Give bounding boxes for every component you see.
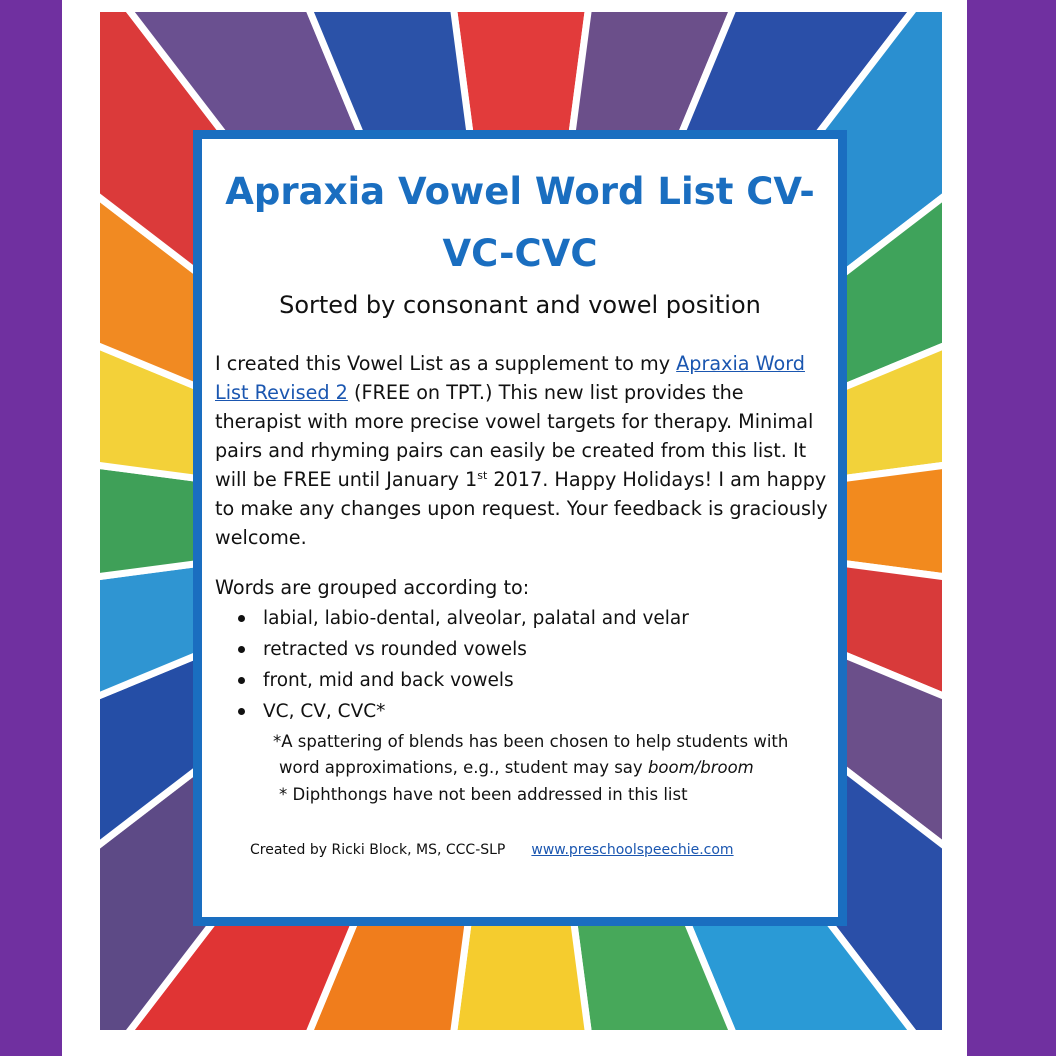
author-credit: Created by Ricki Block, MS, CCC-SLP [250,842,506,858]
grouping-section [215,573,828,808]
list-item [215,634,828,665]
bullet-icon [238,646,245,653]
bullet-icon [238,708,245,715]
credit-line [250,842,734,858]
intro-text-end: 2017. Happy Holidays! I am happy to make any changes upon request. Your feedback is graciously welcome. [215,468,828,549]
blends-note-text: *A spattering of blends has been chosen to help students with word approximations, e.g., student may say [273,732,789,777]
date-superscript: st [477,469,488,482]
list-item [215,696,828,727]
list-item [215,603,828,634]
groups-intro: Words are grouped according to: [215,576,530,599]
bullet-icon [238,677,245,684]
document-title: Apraxia Vowel Word List CV-VC-CVC [225,170,815,275]
list-item-text: VC, CV, CVC* [263,701,386,722]
intro-text-middle: (FREE on TPT.) This new list provides the therapist with more precise vowel targets for therapy. Minimal pairs and rhyming pairs can easily be created from this list. It will be FREE until January 1 [215,381,814,491]
website-link[interactable]: www.preschoolspeechie.com [531,842,734,858]
list-item-text: front, mid and back vowels [263,670,514,691]
blends-example: boom/broom [647,758,754,777]
intro-paragraph [215,349,828,552]
list-item [215,665,828,696]
list-item-text: labial, labio-dental, alveolar, palatal and velar [263,608,689,629]
list-item-text: retracted vs rounded vowels [263,639,527,660]
grouping-list [215,603,828,727]
word-list-link[interactable]: Apraxia Word List Revised 2 [215,352,805,404]
bullet-icon [238,615,245,622]
document-subtitle: Sorted by consonant and vowel position [279,291,761,319]
blends-note [215,729,828,781]
diphthongs-note: * Diphthongs have not been addressed in this list [279,785,688,804]
intro-text-start: I created this Vowel List as a supplement to my [215,352,677,375]
text-card [193,130,847,926]
